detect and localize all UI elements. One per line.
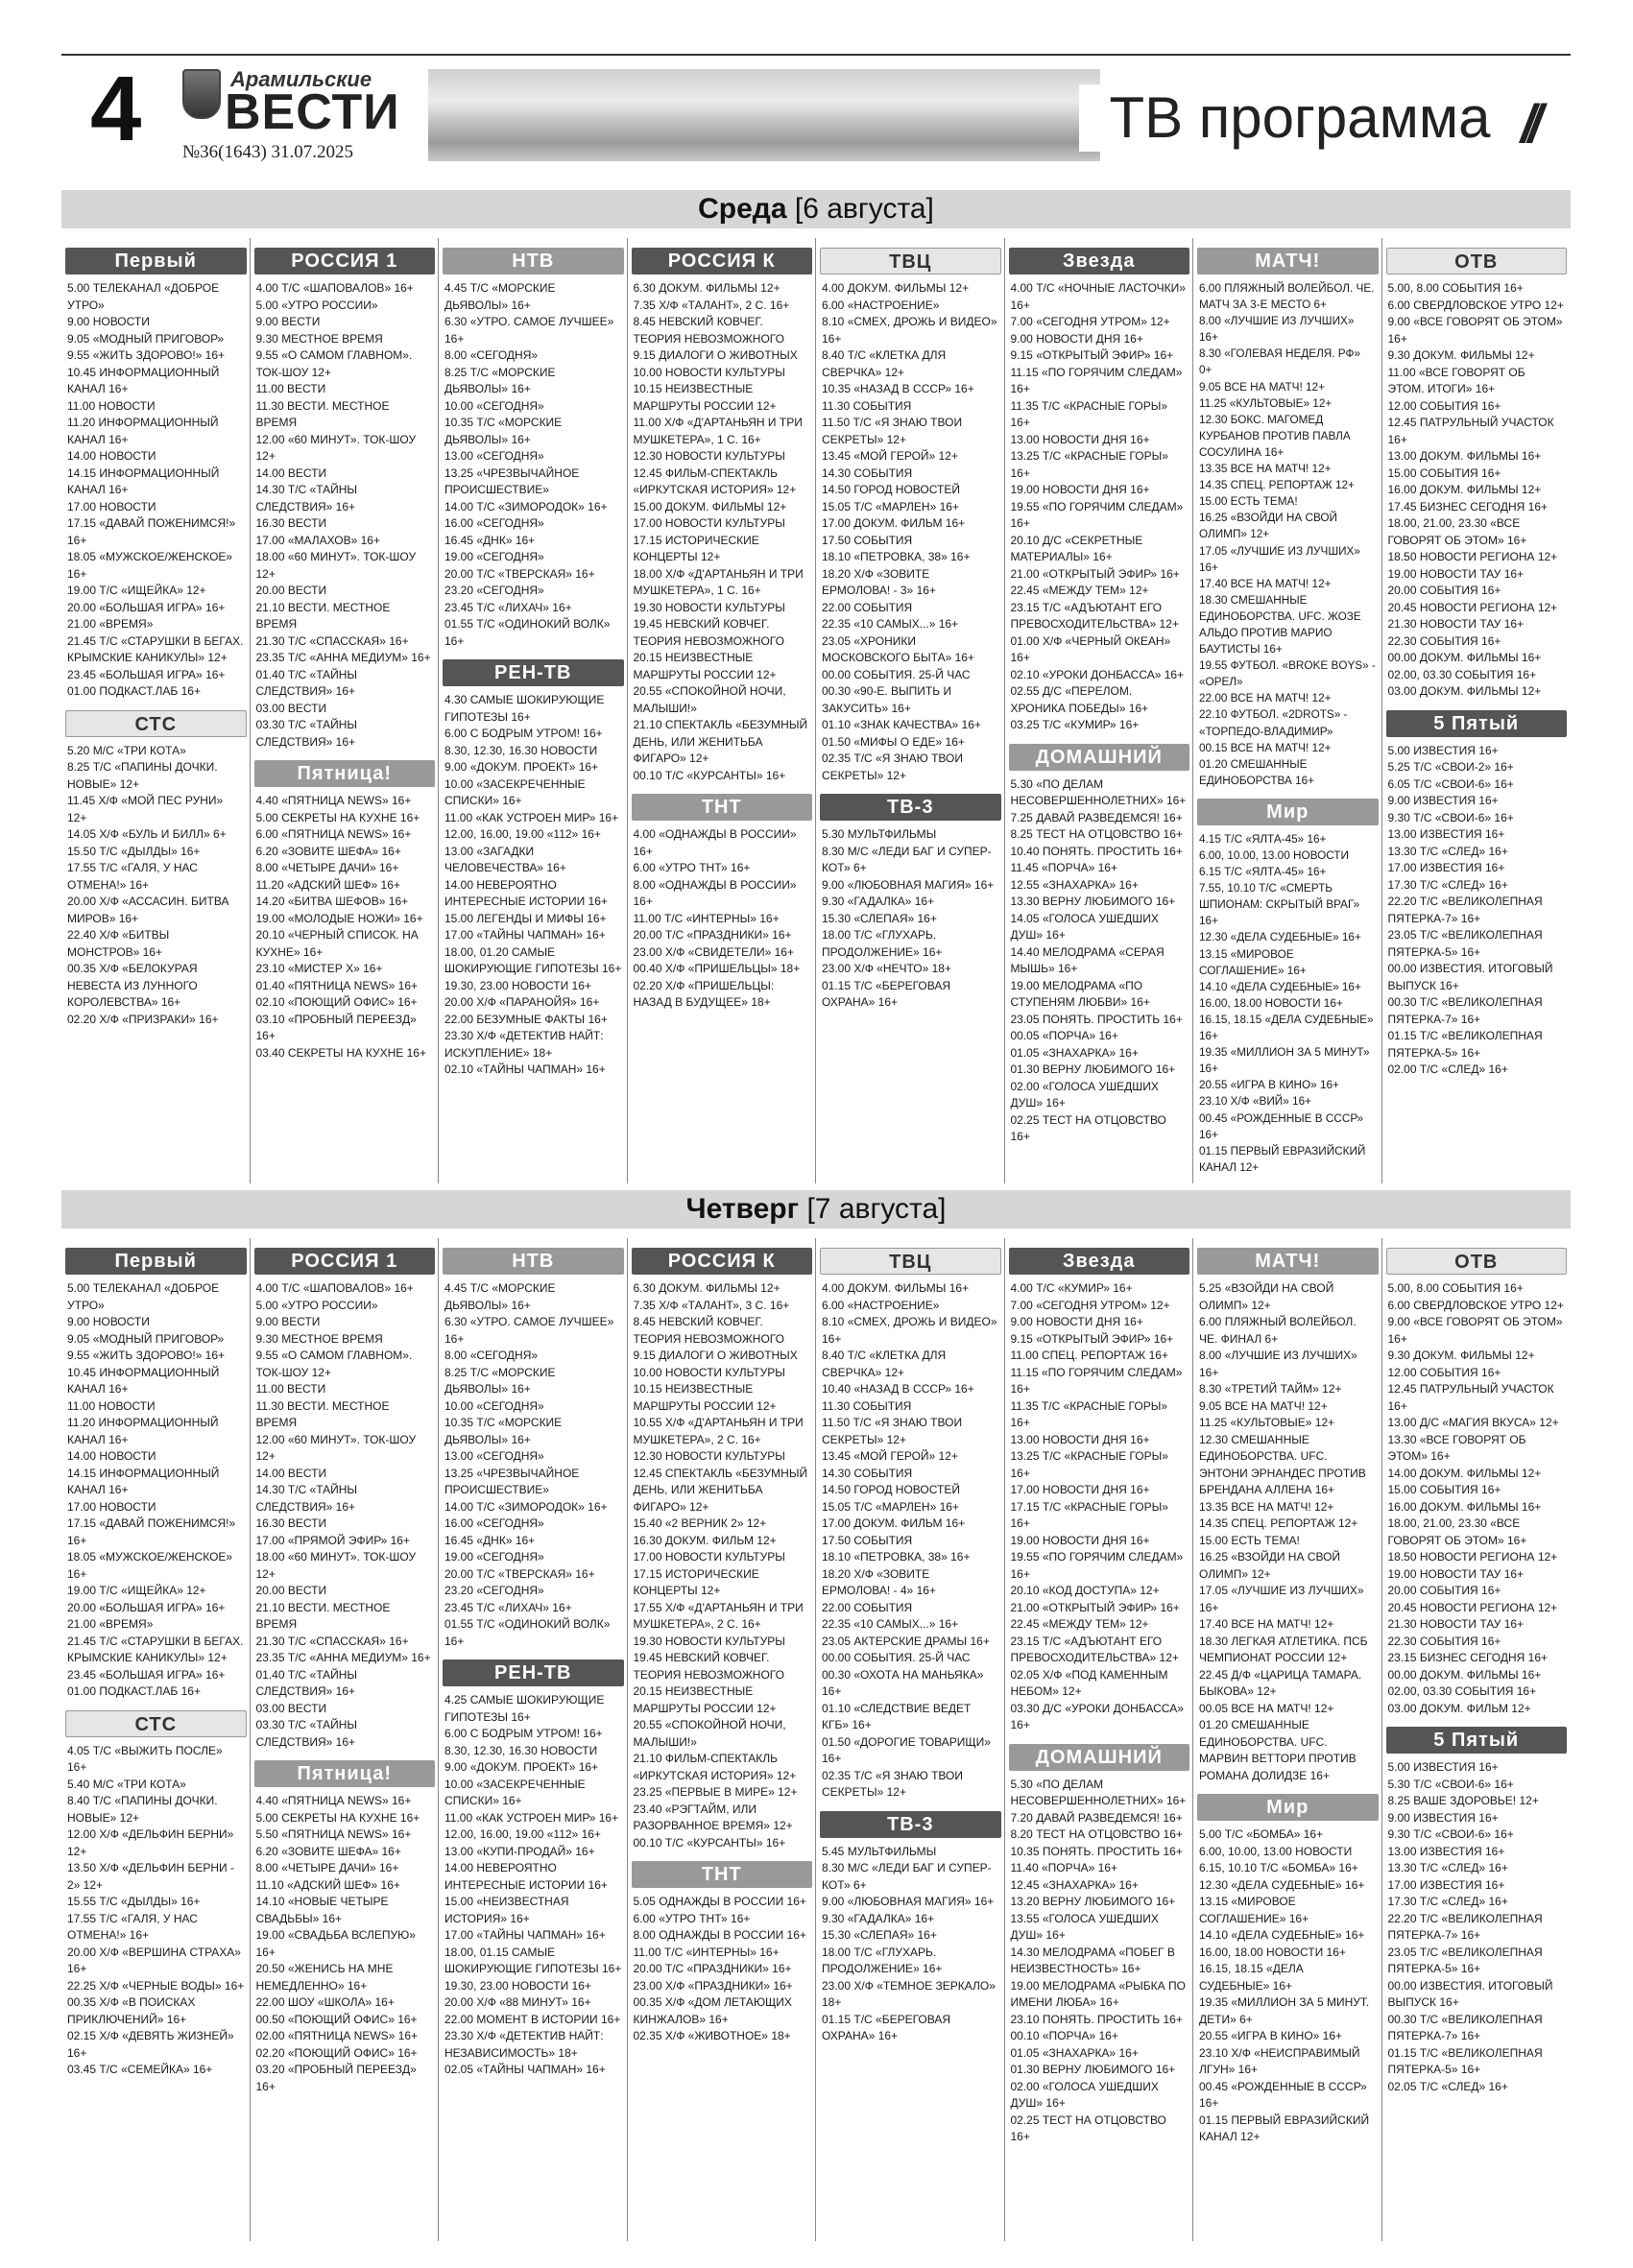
program-list: 5.25 «ВЗОЙДИ НА СВОЙ ОЛИМП» 12+ 6.00 ПЛЯЖНЫЙ ВОЛЕЙБОЛ. ЧЕ. ФИНАЛ 6+ 8.00 «ЛУЧШИЕ ИЗ ЛУЧШИХ» 16+ 8.30 «ТРЕТИЙ ТАЙМ» 12+ 9.05 ВСЕ НА МАТЧ! 12+ 11.25 «КУЛЬТОВЫЕ» 12+ 12.30 СМЕШАННЫЕ ЕДИНОБОРСТВА. UFC. ЭНТОНИ ЭРНАНДЕС ПРОТИВ БРЕНДАНА АЛЛЕНА 16+ 13.35 ВСЕ НА МАТЧ! 12+ 14.35 СПЕЦ. РЕПОРТАЖ 12+ 15.00 ЕСТЬ ТЕМА! 16.25 «ВЗОЙДИ НА СВОЙ ОЛИМП» 12+ 17.05 «ЛУЧШИЕ ИЗ ЛУЧШИХ» 16+ 17.40 ВСЕ НА МАТЧ! 12+ 18.30 ЛЕГКАЯ АТЛЕТИКА. ПСБ ЧЕМПИОНАТ РОССИИ 12+ 22.45 Д/Ф «ЦАРИЦА ТАМАРА. БЫКОВА» 12+ 00.05 ВСЕ НА МАТЧ! 12+ 01.20 СМЕШАННЫЕ ЕДИНОБОРСТВА. UFC. МАРВИН ВЕТТОРИ ПРОТИВ РОМАНА ДОЛИДЗЕ 16+ xyxy=(1199,1281,1368,1782)
tnt-logo: ТНТ xyxy=(632,1861,813,1888)
program-list: 4.00 ДОКУМ. ФИЛЬМЫ 12+ 6.00 «НАСТРОЕНИЕ» 8.10 «СМЕХ, ДРОЖЬ И ВИДЕО» 16+ 8.40 Т/С «КЛЕТКА ДЛЯ СВЕРЧКА» 12+ 10.35 «НАЗАД В СССР» 16+ 11.30 СОБЫТИЯ 11.50 Т/С «Я ЗНАЮ ТВОИ СЕКРЕТЫ» 12+ 13.45 «МОЙ ГЕРОЙ» 12+ 14.30 СОБЫТИЯ 14.50 ГОРОД НОВОСТЕЙ 15.05 Т/С «МАРЛЕН» 16+ 17.00 ДОКУМ. ФИЛЬМ 16+ 17.50 СОБЫТИЯ 18.10 «ПЕТРОВКА, 38» 16+ 18.20 Х/Ф «ЗОВИТЕ ЕРМОЛОВА! - 3» 16+ 22.00 СОБЫТИЯ 22.35 «10 САМЫХ...» 16+ 23.05 «ХРОНИКИ МОСКОВСКОГО БЫТА» 16+ 00.00 СОБЫТИЯ. 25-Й ЧАС 00.30 «90-Е. ВЫПИТЬ И ЗАКУСИТЬ» 16+ 01.10 «ЗНАК КАЧЕСТВА» 16+ 01.50 «МИФЫ О ЕДЕ» 16+ 02.35 Т/С «Я ЗНАЮ ТВОИ СЕКРЕТЫ» 12+ xyxy=(822,281,997,782)
program-list: 4.00 Т/С «НОЧНЫЕ ЛАСТОЧКИ» 16+ 7.00 «СЕГОДНЯ УТРОМ» 12+ 9.00 НОВОСТИ ДНЯ 16+ 9.15 «ОТКРЫТЫЙ ЭФИР» 16+ 11.15 «ПО ГОРЯЧИМ СЛЕДАМ» 16+ 11.35 Т/С «КРАСНЫЕ ГОРЫ» 16+ 13.00 НОВОСТИ ДНЯ 16+ 13.25 Т/С «КРАСНЫЕ ГОРЫ» 16+ 19.00 НОВОСТИ ДНЯ 16+ 19.55 «ПО ГОРЯЧИМ СЛЕДАМ» 16+ 20.10 Д/С «СЕКРЕТНЫЕ МАТЕРИАЛЫ» 16+ 21.00 «ОТКРЫТЫЙ ЭФИР» 16+ 22.45 «МЕЖДУ ТЕМ» 12+ 23.15 Т/С «АДЪЮТАНТ ЕГО ПРЕВОСХОДИТЕЛЬСТВА» 12+ 01.00 Х/Ф «ЧЕРНЫЙ ОКЕАН» 16+ 02.10 «УРОКИ ДОНБАССА» 16+ 02.55 Д/С «ПЕРЕЛОМ. ХРОНИКА ПОБЕДЫ» 16+ 03.25 Т/С «КУМИР» 16+ xyxy=(1010,281,1186,731)
channel-column xyxy=(816,238,1005,1012)
program-list: 4.00 «ОДНАЖДЫ В РОССИИ» 16+ 6.00 «УТРО ТНТ» 16+ 8.00 «ОДНАЖДЫ В РОССИИ» 16+ 11.00 Т/С «ИНТЕРНЫ» 16+ 20.00 Т/С «ПРАЗДНИКИ» 16+ 23.00 Х/Ф «СВИДЕТЕЛИ» 16+ 00.40 Х/Ф «ПРИШЕЛЬЦЫ» 18+ 02.20 Х/Ф «ПРИШЕЛЬЦЫ: НАЗАД В БУДУЩЕЕ» 18+ xyxy=(633,827,801,1009)
zvezda-logo: Звезда xyxy=(1009,1248,1190,1275)
program-list: 5.05 ОДНАЖДЫ В РОССИИ 16+ 6.00 «УТРО ТНТ» 16+ 8.00 ОДНАЖДЫ В РОССИИ 16+ 11.00 Т/С «ИНТЕРНЫ» 16+ 20.00 Т/С «ПРАЗДНИКИ» 16+ 23.00 Х/Ф «ПРАЗДНИКИ» 16+ 00.35 Х/Ф «ДОМ ЛЕТАЮЩИХ КИНЖАЛОВ» 16+ 02.35 Х/Ф «ЖИВОТНОЕ» 18+ xyxy=(633,1895,806,2042)
program-list: 4.40 «ПЯТНИЦА NEWS» 16+ 5.00 СЕКРЕТЫ НА КУХНЕ 16+ 6.00 «ПЯТНИЦА NEWS» 16+ 6.20 «ЗОВИТЕ ШЕФА» 16+ 8.00 «ЧЕТЫРЕ ДАЧИ» 16+ 11.20 «АДСКИЙ ШЕФ» 16+ 14.20 «БИТВА ШЕФОВ» 16+ 19.00 «МОЛОДЫЕ НОЖИ» 16+ 20.10 «ЧЕРНЫЙ СПИСОК. НА КУХНЕ» 16+ 23.10 «МИСТЕР Х» 16+ 01.40 «ПЯТНИЦА NEWS» 16+ 02.10 «ПОЮЩИЙ ОФИС» 16+ 03.10 «ПРОБНЫЙ ПЕРЕЕЗД» 16+ 03.40 СЕКРЕТЫ НА КУХНЕ 16+ xyxy=(255,794,426,1060)
program-list: 4.00 Т/С «КУМИР» 16+ 7.00 «СЕГОДНЯ УТРОМ» 12+ 9.00 НОВОСТИ ДНЯ 16+ 9.15 «ОТКРЫТЫЙ ЭФИР» 16+ 11.00 СПЕЦ. РЕПОРТАЖ 16+ 11.15 «ПО ГОРЯЧИМ СЛЕДАМ» 16+ 11.35 Т/С «КРАСНЫЕ ГОРЫ» 16+ 13.00 НОВОСТИ ДНЯ 16+ 13.25 Т/С «КРАСНЫЕ ГОРЫ» 16+ 17.00 НОВОСТИ ДНЯ 16+ 17.15 Т/С «КРАСНЫЕ ГОРЫ» 16+ 19.00 НОВОСТИ ДНЯ 16+ 19.55 «ПО ГОРЯЧИМ СЛЕДАМ» 16+ 20.10 «КОД ДОСТУПА» 12+ 21.00 «ОТКРЫТЫЙ ЭФИР» 16+ 22.45 «МЕЖДУ ТЕМ» 12+ 23.15 Т/С «АДЪЮТАНТ ЕГО ПРЕВОСХОДИТЕЛЬСТВА» 12+ 02.05 Х/Ф «ПОД КАМЕННЫМ НЕБОМ» 12+ 03.30 Д/С «УРОКИ ДОНБАССА» 16+ xyxy=(1010,1281,1184,1731)
channel-column xyxy=(61,238,251,1028)
program-list: 5.00 ИЗВЕСТИЯ 16+ 5.30 Т/С «СВОИ-6» 16+ 8.25 ВАШЕ ЗДОРОВЬЕ! 12+ 9.00 ИЗВЕСТИЯ 16+ 9.30 Т/С «СВОИ-6» 16+ 13.00 ИЗВЕСТИЯ 16+ 13.30 Т/С «СЛЕД» 16+ 17.00 ИЗВЕСТИЯ 16+ 17.30 Т/С «СЛЕД» 16+ 22.20 Т/С «ВЕЛИКОЛЕПНАЯ ПЯТЕРКА-7» 16+ 23.05 Т/С «ВЕЛИКОЛЕПНАЯ ПЯТЕРКА-5» 16+ 00.00 ИЗВЕСТИЯ. ИТОГОВЫЙ ВЫПУСК 16+ 00.30 Т/С «ВЕЛИКОЛЕПНАЯ ПЯТЕРКА-7» 16+ 01.15 Т/С «ВЕЛИКОЛЕПНАЯ ПЯТЕРКА-5» 16+ 02.05 Т/С «СЛЕД» 16+ xyxy=(1387,1760,1553,2093)
program-list: 5.45 МУЛЬТФИЛЬМЫ 8.30 М/С «ЛЕДИ БАГ И СУПЕР-КОТ» 6+ 9.00 «ЛЮБОВНАЯ МАГИЯ» 16+ 9.30 «ГАДАЛКА» 16+ 15.30 «СЛЕПАЯ» 16+ 18.00 Т/С «ГЛУХАРЬ. ПРОДОЛЖЕНИЕ» 16+ 23.00 Х/Ф «ТЕМНОЕ ЗЕРКАЛО» 18+ 01.15 Т/С «БЕРЕГОВАЯ ОХРАНА» 16+ xyxy=(822,1844,996,2042)
program-list: 4.40 «ПЯТНИЦА NEWS» 16+ 5.00 СЕКРЕТЫ НА КУХНЕ 16+ 5.50 «ПЯТНИЦА NEWS» 16+ 6.20 «ЗОВИТЕ ШЕФА» 16+ 8.00 «ЧЕТЫРЕ ДАЧИ» 16+ 11.10 «АДСКИЙ ШЕФ» 16+ 14.10 «НОВЫЕ ЧЕТЫРЕ СВАДЬБЫ» 16+ 19.00 «СВАДЬБА ВСЛЕПУЮ» 16+ 20.50 «ЖЕНИСЬ НА МНЕ НЕМЕДЛЕННО» 16+ 22.00 ШОУ «ШКОЛА» 16+ 00.50 «ПОЮЩИЙ ОФИС» 16+ 02.00 «ПЯТНИЦА NEWS» 16+ 02.20 «ПОЮЩИЙ ОФИС» 16+ 03.20 «ПРОБНЫЙ ПЕРЕЕЗД» 16+ xyxy=(255,1794,420,2093)
program-list: 5.00 ТЕЛЕКАНАЛ «ДОБРОЕ УТРО» 9.00 НОВОСТИ 9.05 «МОДНЫЙ ПРИГОВОР» 9.55 «ЖИТЬ ЗДОРОВО!» 16+ 10.45 ИНФОРМАЦИОННЫЙ КАНАЛ 16+ 11.00 НОВОСТИ 11.20 ИНФОРМАЦИОННЫЙ КАНАЛ 16+ 14.00 НОВОСТИ 14.15 ИНФОРМАЦИОННЫЙ КАНАЛ 16+ 17.00 НОВОСТИ 17.15 «ДАВАЙ ПОЖЕНИМСЯ!» 16+ 18.05 «МУЖСКОЕ/ЖЕНСКОЕ» 16+ 19.00 Т/С «ИЩЕЙКА» 12+ 20.00 «БОЛЬШАЯ ИГРА» 16+ 21.00 «ВРЕМЯ» 21.45 Т/С «СТАРУШКИ В БЕГАХ. КРЫМСКИЕ КАНИКУЛЫ» 12+ 23.45 «БОЛЬШАЯ ИГРА» 16+ 01.00 ПОДКАСТ.ЛАБ 16+ xyxy=(67,1281,244,1698)
program-list: 4.00 Т/С «ШАПОВАЛОВ» 16+ 5.00 «УТРО РОССИИ» 9.00 ВЕСТИ 9.30 МЕСТНОЕ ВРЕМЯ 9.55 «О САМОМ ГЛАВНОМ». ТОК-ШОУ 12+ 11.00 ВЕСТИ 11.30 ВЕСТИ. МЕСТНОЕ ВРЕМЯ 12.00 «60 МИНУТ». ТОК-ШОУ 12+ 14.00 ВЕСТИ 14.30 Т/С «ТАЙНЫ СЛЕДСТВИЯ» 16+ 16.30 ВЕСТИ 17.00 «МАЛАХОВ» 16+ 18.00 «60 МИНУТ». ТОК-ШОУ 12+ 20.00 ВЕСТИ 21.10 ВЕСТИ. МЕСТНОЕ ВРЕМЯ 21.30 Т/С «СПАССКАЯ» 16+ 23.35 Т/С «АННА МЕДИУМ» 16+ 01.40 Т/С «ТАЙНЫ СЛЕДСТВИЯ» 16+ 03.00 ВЕСТИ 03.30 Т/С «ТАЙНЫ СЛЕДСТВИЯ» 16+ xyxy=(255,281,431,749)
program-list: 6.30 ДОКУМ. ФИЛЬМЫ 12+ 7.35 Х/Ф «ТАЛАНТ», 2 С. 16+ 8.45 НЕВСКИЙ КОВЧЕГ. ТЕОРИЯ НЕВОЗМОЖНОГО 9.15 ДИАЛОГИ О ЖИВОТНЫХ 10.00 НОВОСТИ КУЛЬТУРЫ 10.15 НЕИЗВЕСТНЫЕ МАРШРУТЫ РОССИИ 12+ 11.00 Х/Ф «Д'АРТАНЬЯН И ТРИ МУШКЕТЕРА», 1 С. 16+ 12.30 НОВОСТИ КУЛЬТУРЫ 12.45 ФИЛЬМ-СПЕКТАКЛЬ «ИРКУТСКАЯ ИСТОРИЯ» 12+ 15.00 ДОКУМ. ФИЛЬМЫ 12+ 17.00 НОВОСТИ КУЛЬТУРЫ 17.15 ИСТОРИЧЕСКИЕ КОНЦЕРТЫ 12+ 18.00 Х/Ф «Д'АРТАНЬЯН И ТРИ МУШКЕТЕРА», 1 С. 16+ 19.30 НОВОСТИ КУЛЬТУРЫ 19.45 НЕВСКИЙ КОВЧЕГ. ТЕОРИЯ НЕВОЗМОЖНОГО 20.15 НЕИЗВЕСТНЫЕ МАРШРУТЫ РОССИИ 12+ 20.55 «СПОКОЙНОЙ НОЧИ, МАЛЫШИ!» 21.10 СПЕКТАКЛЬ «БЕЗУМНЫЙ ДЕНЬ, ИЛИ ЖЕНИТЬБА ФИГАРО» 12+ 00.10 Т/С «КУРСАНТЫ» 16+ xyxy=(633,281,808,782)
ntv-logo: НТВ xyxy=(443,1248,624,1275)
header-photo xyxy=(428,69,1100,161)
channel-column xyxy=(439,238,628,1079)
program-list: 5.00, 8.00 СОБЫТИЯ 16+ 6.00 СВЕРДЛОВСКОЕ УТРО 12+ 9.00 «ВСЕ ГОВОРЯТ ОБ ЭТОМ» 16+ 9.30 ДОКУМ. ФИЛЬМЫ 12+ 12.00 СОБЫТИЯ 16+ 12.45 ПАТРУЛЬНЫЙ УЧАСТОК 16+ 13.00 Д/С «МАГИЯ ВКУСА» 12+ 13.30 «ВСЕ ГОВОРЯТ ОБ ЭТОМ» 16+ 14.00 ДОКУМ. ФИЛЬМЫ 12+ 15.00 СОБЫТИЯ 16+ 16.00 ДОКУМ. ФИЛЬМЫ 16+ 18.00, 21.00, 23.30 «ВСЕ ГОВОРЯТ ОБ ЭТОМ» 16+ 18.50 НОВОСТИ РЕГИОНА 12+ 19.00 НОВОСТИ ТАУ 16+ 20.00 СОБЫТИЯ 16+ 20.45 НОВОСТИ РЕГИОНА 12+ 21.30 НОВОСТИ ТАУ 16+ 22.30 СОБЫТИЯ 16+ 23.15 БИЗНЕС СЕГОДНЯ 16+ 00.00 ДОКУМ. ФИЛЬМЫ 16+ 02.00, 03.30 СОБЫТИЯ 16+ 03.00 ДОКУМ. ФИЛЬМ 12+ xyxy=(1387,1281,1564,1715)
program-list: 5.30 «ПО ДЕЛАМ НЕСОВЕРШЕННОЛЕТНИХ» 16+ 7.25 ДАВАЙ РАЗВЕДЕМСЯ! 16+ 8.25 ТЕСТ НА ОТЦОВСТВО 16+ 10.40 ПОНЯТЬ. ПРОСТИТЬ 16+ 11.45 «ПОРЧА» 16+ 12.55 «ЗНАХАРКА» 16+ 13.30 ВЕРНУ ЛЮБИМОГО 16+ 14.05 «ГОЛОСА УШЕДШИХ ДУШ» 16+ 14.40 МЕЛОДРАМА «СЕРАЯ МЫШЬ» 16+ 19.00 МЕЛОДРАМА «ПО СТУПЕНЯМ ЛЮБВИ» 16+ 23.05 ПОНЯТЬ. ПРОСТИТЬ 16+ 00.05 «ПОРЧА» 16+ 01.05 «ЗНАХАРКА» 16+ 01.30 ВЕРНУ ЛЮБИМОГО 16+ 02.00 «ГОЛОСА УШЕДШИХ ДУШ» 16+ 02.25 ТЕСТ НА ОТЦОВСТВО 16+ xyxy=(1010,776,1187,1143)
section-title: ТВ программа xyxy=(1079,84,1521,152)
russiak-logo: РОССИЯ К xyxy=(632,1248,813,1275)
column-divider xyxy=(1381,1238,1382,2241)
tnt-logo: ТНТ xyxy=(632,794,813,821)
match-logo: МАТЧ! xyxy=(1197,248,1379,275)
channel-one-logo: Первый xyxy=(65,1248,247,1275)
column-divider xyxy=(1004,238,1005,1183)
program-list: 5.00 Т/С «БОМБА» 16+ 6.00, 10.00, 13.00 НОВОСТИ 6.15, 10.10 Т/С «БОМБА» 16+ 12.30 «ДЕЛА СУДЕБНЫЕ» 16+ 13.15 «МИРОВОЕ СОГЛАШЕНИЕ» 16+ 14.10 «ДЕЛА СУДЕБНЫЕ» 16+ 16.00, 18.00 НОВОСТИ 16+ 16.15, 18.15 «ДЕЛА СУДЕБНЫЕ» 16+ 19.35 «МИЛЛИОН ЗА 5 МИНУТ. ДЕТИ» 6+ 20.55 «ИГРА В КИНО» 16+ 23.10 Х/Ф «НЕИСПРАВИМЫЙ ЛГУН» 16+ 00.45 «РОЖДЕННЫЕ В СССР» 16+ 01.15 ПЕРВЫЙ ЕВРАЗИЙСКИЙ КАНАЛ 12+ xyxy=(1199,1827,1370,2143)
mir-logo: Мир xyxy=(1197,1794,1379,1821)
column-divider xyxy=(815,1238,816,2241)
program-list: 5.00, 8.00 СОБЫТИЯ 16+ 6.00 СВЕРДЛОВСКОЕ УТРО 12+ 9.00 «ВСЕ ГОВОРЯТ ОБ ЭТОМ» 16+ 9.30 ДОКУМ. ФИЛЬМЫ 12+ 11.00 «ВСЕ ГОВОРЯТ ОБ ЭТОМ. ИТОГИ» 16+ 12.00 СОБЫТИЯ 16+ 12.45 ПАТРУЛЬНЫЙ УЧАСТОК 16+ 13.00 ДОКУМ. ФИЛЬМЫ 16+ 15.00 СОБЫТИЯ 16+ 16.00 ДОКУМ. ФИЛЬМЫ 12+ 17.45 БИЗНЕС СЕГОДНЯ 16+ 18.00, 21.00, 23.30 «ВСЕ ГОВОРЯТ ОБ ЭТОМ» 16+ 18.50 НОВОСТИ РЕГИОНА 12+ 19.00 НОВОСТИ ТАУ 16+ 20.00 СОБЫТИЯ 16+ 20.45 НОВОСТИ РЕГИОНА 12+ 21.30 НОВОСТИ ТАУ 16+ 22.30 СОБЫТИЯ 16+ 00.00 ДОКУМ. ФИЛЬМЫ 16+ 02.00, 03.30 СОБЫТИЯ 16+ 03.00 ДОКУМ. ФИЛЬМЫ 12+ xyxy=(1387,281,1564,698)
sts-logo: СТС xyxy=(65,710,247,737)
crest-icon xyxy=(182,69,221,119)
issue-number: №36(1643) 31.07.2025 xyxy=(182,142,354,162)
program-list: 4.05 Т/С «ВЫЖИТЬ ПОСЛЕ» 16+ 5.40 М/С «ТРИ КОТА» 8.40 Т/С «ПАПИНЫ ДОЧКИ. НОВЫЕ» 12+ 12.00 Х/Ф «ДЕЛЬФИН БЕРНИ» 12+ 13.50 Х/Ф «ДЕЛЬФИН БЕРНИ - 2» 12+ 15.55 Т/С «ДЫЛДЫ» 16+ 17.55 Т/С «ГАЛЯ, У НАС ОТМЕНА!» 16+ 20.00 Х/Ф «ВЕРШИНА СТРАХА» 16+ 22.25 Х/Ф «ЧЕРНЫЕ ВОДЫ» 16+ 00.35 Х/Ф «В ПОИСКАХ ПРИКЛЮЧЕНИЙ» 16+ 02.15 Х/Ф «ДЕВЯТЬ ЖИЗНЕЙ» 16+ 03.45 Т/С «СЕМЕЙКА» 16+ xyxy=(67,1743,245,2076)
mir-logo: Мир xyxy=(1197,799,1379,825)
rentv-logo: РЕН-ТВ xyxy=(443,659,624,686)
russia1-logo: РОССИЯ 1 xyxy=(254,248,436,275)
program-list: 4.00 ДОКУМ. ФИЛЬМЫ 16+ 6.00 «НАСТРОЕНИЕ» 8.10 «СМЕХ, ДРОЖЬ И ВИДЕО» 16+ 8.40 Т/С «КЛЕТКА ДЛЯ СВЕРЧКА» 12+ 10.40 «НАЗАД В СССР» 16+ 11.30 СОБЫТИЯ 11.50 Т/С «Я ЗНАЮ ТВОИ СЕКРЕТЫ» 12+ 13.45 «МОЙ ГЕРОЙ» 12+ 14.30 СОБЫТИЯ 14.50 ГОРОД НОВОСТЕЙ 15.05 Т/С «МАРЛЕН» 16+ 17.00 ДОКУМ. ФИЛЬМ 16+ 17.50 СОБЫТИЯ 18.10 «ПЕТРОВКА, 38» 16+ 18.20 Х/Ф «ЗОВИТЕ ЕРМОЛОВА! - 4» 16+ 22.00 СОБЫТИЯ 22.35 «10 САМЫХ...» 16+ 23.05 АКТЕРСКИЕ ДРАМЫ 16+ 00.00 СОБЫТИЯ. 25-Й ЧАС 00.30 «ОХОТА НА МАНЬЯКА» 16+ 01.10 «СЛЕДСТВИЕ ВЕДЕТ КГБ» 16+ 01.50 «ДОРОГИЕ ТОВАРИЩИ» 16+ 02.35 Т/С «Я ЗНАЮ ТВОИ СЕКРЕТЫ» 12+ xyxy=(822,1281,997,1799)
column-divider xyxy=(627,1238,628,2241)
channel-column xyxy=(628,1238,817,2045)
day-date: [7 августа] xyxy=(806,1193,947,1225)
column-divider xyxy=(250,1238,251,2241)
otv-logo: ОТВ xyxy=(1386,248,1568,275)
russia1-logo: РОССИЯ 1 xyxy=(254,1248,436,1275)
sts-logo: СТС xyxy=(65,1710,247,1737)
day-header-wednesday xyxy=(61,190,1571,228)
pyatnitsa-logo: Пятница! xyxy=(254,1760,436,1787)
program-list: 5.00 ИЗВЕСТИЯ 16+ 5.25 Т/С «СВОИ-2» 16+ 6.05 Т/С «СВОИ-6» 16+ 9.00 ИЗВЕСТИЯ 16+ 9.30 Т/С «СВОИ-6» 16+ 13.00 ИЗВЕСТИЯ 16+ 13.30 Т/С «СЛЕД» 16+ 17.00 ИЗВЕСТИЯ 16+ 17.30 Т/С «СЛЕД» 16+ 22.20 Т/С «ВЕЛИКОЛЕПНАЯ ПЯТЕРКА-7» 16+ 23.05 Т/С «ВЕЛИКОЛЕПНАЯ ПЯТЕРКА-5» 16+ 00.00 ИЗВЕСТИЯ. ИТОГОВЫЙ ВЫПУСК 16+ 00.30 Т/С «ВЕЛИКОЛЕПНАЯ ПЯТЕРКА-7» 16+ 01.15 Т/С «ВЕЛИКОЛЕПНАЯ ПЯТЕРКА-5» 16+ 02.00 Т/С «СЛЕД» 16+ xyxy=(1387,743,1553,1076)
program-list: 5.30 «ПО ДЕЛАМ НЕСОВЕРШЕННОЛЕТНИХ» 16+ 7.20 ДАВАЙ РАЗВЕДЕМСЯ! 16+ 8.20 ТЕСТ НА ОТЦОВСТВО 16+ 10.35 ПОНЯТЬ. ПРОСТИТЬ 16+ 11.40 «ПОРЧА» 16+ 12.45 «ЗНАХАРКА» 16+ 13.20 ВЕРНУ ЛЮБИМОГО 16+ 13.55 «ГОЛОСА УШЕДШИХ ДУШ» 16+ 14.30 МЕЛОДРАМА «ПОБЕГ В НЕИЗВЕСТНОСТЬ» 16+ 19.00 МЕЛОДРАМА «РЫБКА ПО ИМЕНИ ЛЮБА» 16+ 23.10 ПОНЯТЬ. ПРОСТИТЬ 16+ 00.10 «ПОРЧА» 16+ 01.05 «ЗНАХАРКА» 16+ 01.30 ВЕРНУ ЛЮБИМОГО 16+ 02.00 «ГОЛОСА УШЕДШИХ ДУШ» 16+ 02.25 ТЕСТ НА ОТЦОВСТВО 16+ xyxy=(1010,1777,1187,2143)
channel-column xyxy=(816,1238,1005,2045)
program-list: 4.45 Т/С «МОРСКИЕ ДЬЯВОЛЫ» 16+ 6.30 «УТРО. САМОЕ ЛУЧШЕЕ» 16+ 8.00 «СЕГОДНЯ» 8.25 Т/С «МОРСКИЕ ДЬЯВОЛЫ» 16+ 10.00 «СЕГОДНЯ» 10.35 Т/С «МОРСКИЕ ДЬЯВОЛЫ» 16+ 13.00 «СЕГОДНЯ» 13.25 «ЧРЕЗВЫЧАЙНОЕ ПРОИСШЕСТВИЕ» 14.00 Т/С «ЗИМОРОДОК» 16+ 16.00 «СЕГОДНЯ» 16.45 «ДНК» 16+ 19.00 «СЕГОДНЯ» 20.00 Т/С «ТВЕРСКАЯ» 16+ 23.20 «СЕГОДНЯ» 23.45 Т/С «ЛИХАЧ» 16+ 01.55 Т/С «ОДИНОКИЙ ВОЛК» 16+ xyxy=(444,1281,614,1648)
domashniy-logo: ДОМАШНИЙ xyxy=(1009,1744,1190,1771)
day-date: [6 августа] xyxy=(794,193,934,225)
column-divider xyxy=(438,238,439,1183)
rentv-logo: РЕН-ТВ xyxy=(443,1659,624,1686)
channel-column xyxy=(251,238,440,1062)
ntv-logo: НТВ xyxy=(443,248,624,275)
column-divider xyxy=(1192,1238,1193,2241)
slash-decoration: // xyxy=(1521,93,1536,154)
column-divider xyxy=(438,1238,439,2241)
program-list: 4.25 САМЫЕ ШОКИРУЮЩИЕ ГИПОТЕЗЫ 16+ 6.00 С БОДРЫМ УТРОМ! 16+ 8.30, 12.30, 16.30 НОВОСТИ 9.00 «ДОКУМ. ПРОЕКТ» 16+ 10.00 «ЗАСЕКРЕЧЕННЫЕ СПИСКИ» 16+ 11.00 «КАК УСТРОЕН МИР» 16+ 12.00, 16.00, 19.00 «112» 16+ 13.00 «КУПИ-ПРОДАЙ» 16+ 14.00 НЕВЕРОЯТНО ИНТЕРЕСНЫЕ ИСТОРИИ 16+ 15.00 «НЕИЗВЕСТНАЯ ИСТОРИЯ» 16+ 17.00 «ТАЙНЫ ЧАПМАН» 16+ 18.00, 01.15 САМЫЕ ШОКИРУЮЩИЕ ГИПОТЕЗЫ 16+ 19.30, 23.00 НОВОСТИ 16+ 20.00 Х/Ф «88 МИНУТ» 16+ 22.00 МОМЕНТ В ИСТОРИИ 16+ 23.30 Х/Ф «ДЕТЕКТИВ НАЙТ: НЕЗАВИСИМОСТЬ» 18+ 02.05 «ТАЙНЫ ЧАПМАН» 16+ xyxy=(444,1693,622,2076)
program-list: 4.30 САМЫЕ ШОКИРУЮЩИЕ ГИПОТЕЗЫ 16+ 6.00 С БОДРЫМ УТРОМ! 16+ 8.30, 12.30, 16.30 НОВОСТИ 9.00 «ДОКУМ. ПРОЕКТ» 16+ 10.00 «ЗАСЕКРЕЧЕННЫЕ СПИСКИ» 16+ 11.00 «КАК УСТРОЕН МИР» 16+ 12.00, 16.00, 19.00 «112» 16+ 13.00 «ЗАГАДКИ ЧЕЛОВЕЧЕСТВА» 16+ 14.00 НЕВЕРОЯТНО ИНТЕРЕСНЫЕ ИСТОРИИ 16+ 15.00 ЛЕГЕНДЫ И МИФЫ 16+ 17.00 «ТАЙНЫ ЧАПМАН» 16+ 18.00, 01.20 САМЫЕ ШОКИРУЮЩИЕ ГИПОТЕЗЫ 16+ 19.30, 23.00 НОВОСТИ 16+ 20.00 Х/Ф «ПАРАНОЙЯ» 16+ 22.00 БЕЗУМНЫЕ ФАКТЫ 16+ 23.30 Х/Ф «ДЕТЕКТИВ НАЙТ: ИСКУПЛЕНИЕ» 18+ 02.10 «ТАЙНЫ ЧАПМАН» 16+ xyxy=(444,693,622,1076)
program-list: 6.00 ПЛЯЖНЫЙ ВОЛЕЙБОЛ. ЧЕ. МАТЧ ЗА 3-Е МЕСТО 6+ 8.00 «ЛУЧШИЕ ИЗ ЛУЧШИХ» 16+ 8.30 «ГОЛЕВАЯ НЕДЕЛЯ. РФ» 0+ 9.05 ВСЕ НА МАТЧ! 12+ 11.25 «КУЛЬТОВЫЕ» 12+ 12.30 БОКС. МАГОМЕД КУРБАНОВ ПРОТИВ ПАВЛА СОСУЛИНА 16+ 13.35 ВСЕ НА МАТЧ! 12+ 14.35 СПЕЦ. РЕПОРТАЖ 12+ 15.00 ЕСТЬ ТЕМА! 16.25 «ВЗОЙДИ НА СВОЙ ОЛИМП» 12+ 17.05 «ЛУЧШИЕ ИЗ ЛУЧШИХ» 16+ 17.40 ВСЕ НА МАТЧ! 12+ 18.30 СМЕШАННЫЕ ЕДИНОБОРСТВА. UFC. ЖОЗЕ АЛЬДО ПРОТИВ МАРИО БАУТИСТЫ 16+ 19.55 ФУТБОЛ. «BROKE BOYS» - «ОРЕЛ» 22.00 ВСЕ НА МАТЧ! 12+ 22.10 ФУТБОЛ. «2DROTS» - «ТОРПЕДО-ВЛАДИМИР» 00.15 ВСЕ НА МАТЧ! 12+ 01.20 СМЕШАННЫЕ ЕДИНОБОРСТВА 16+ xyxy=(1199,282,1376,787)
channel-column xyxy=(1382,1238,1572,2095)
channel-column xyxy=(1193,238,1382,1176)
program-list: 4.15 Т/С «ЯЛТА-45» 16+ 6.00, 10.00, 13.00 НОВОСТИ 6.15 Т/С «ЯЛТА-45» 16+ 7.55, 10.10 Т/С «СМЕРТЬ ШПИОНАМ: СКРЫТЫЙ ВРАГ» 16+ 12.30 «ДЕЛА СУДЕБНЫЕ» 16+ 13.15 «МИРОВОЕ СОГЛАШЕНИЕ» 16+ 14.10 «ДЕЛА СУДЕБНЫЕ» 16+ 16.00, 18.00 НОВОСТИ 16+ 16.15, 18.15 «ДЕЛА СУДЕБНЫЕ» 16+ 19.35 «МИЛЛИОН ЗА 5 МИНУТ» 16+ 20.55 «ИГРА В КИНО» 16+ 23.10 Х/Ф «ВИЙ» 16+ 00.45 «РОЖДЕННЫЕ В СССР» 16+ 01.15 ПЕРВЫЙ ЕВРАЗИЙСКИЙ КАНАЛ 12+ xyxy=(1199,832,1374,1174)
zvezda-logo: Звезда xyxy=(1009,248,1190,275)
channel-column xyxy=(1005,1238,1194,2146)
domashniy-logo: ДОМАШНИЙ xyxy=(1009,744,1190,771)
day-schedule-wednesday xyxy=(61,238,1571,1183)
day-name: Четверг xyxy=(685,1193,800,1225)
column-divider xyxy=(1004,1238,1005,2241)
day-name: Среда xyxy=(698,193,787,225)
channel-column xyxy=(1193,1238,1382,2146)
tv3-logo: ТВ-3 xyxy=(820,794,1001,821)
column-divider xyxy=(250,238,251,1183)
channel5-logo: 5 Пятый xyxy=(1386,1727,1568,1754)
tv3-logo: ТВ-3 xyxy=(820,1811,1001,1838)
program-list: 6.30 ДОКУМ. ФИЛЬМЫ 12+ 7.35 Х/Ф «ТАЛАНТ», 3 С. 16+ 8.45 НЕВСКИЙ КОВЧЕГ. ТЕОРИЯ НЕВОЗМОЖНОГО 9.15 ДИАЛОГИ О ЖИВОТНЫХ 10.00 НОВОСТИ КУЛЬТУРЫ 10.15 НЕИЗВЕСТНЫЕ МАРШРУТЫ РОССИИ 12+ 10.55 Х/Ф «Д'АРТАНЬЯН И ТРИ МУШКЕТЕРА», 2 С. 16+ 12.30 НОВОСТИ КУЛЬТУРЫ 12.45 СПЕКТАКЛЬ «БЕЗУМНЫЙ ДЕНЬ, ИЛИ ЖЕНИТЬБА ФИГАРО» 12+ 15.40 «2 ВЕРНИК 2» 12+ 16.30 ДОКУМ. ФИЛЬМ 12+ 17.00 НОВОСТИ КУЛЬТУРЫ 17.15 ИСТОРИЧЕСКИЕ КОНЦЕРТЫ 12+ 17.55 Х/Ф «Д'АРТАНЬЯН И ТРИ МУШКЕТЕРА», 2 С. 16+ 19.30 НОВОСТИ КУЛЬТУРЫ 19.45 НЕВСКИЙ КОВЧЕГ. ТЕОРИЯ НЕВОЗМОЖНОГО 20.15 НЕИЗВЕСТНЫЕ МАРШРУТЫ РОССИИ 12+ 20.55 «СПОКОЙНОЙ НОЧИ, МАЛЫШИ!» 21.10 ФИЛЬМ-СПЕКТАКЛЬ «ИРКУТСКАЯ ИСТОРИЯ» 12+ 23.25 «ПЕРВЫЕ В МИРЕ» 12+ 23.40 «РЭГТАЙМ, ИЛИ РАЗОРВАННОЕ ВРЕМЯ» 12+ 00.10 Т/С «КУРСАНТЫ» 16+ xyxy=(633,1281,808,1850)
program-list: 5.00 ТЕЛЕКАНАЛ «ДОБРОЕ УТРО» 9.00 НОВОСТИ 9.05 «МОДНЫЙ ПРИГОВОР» 9.55 «ЖИТЬ ЗДОРОВО!» 16+ 10.45 ИНФОРМАЦИОННЫЙ КАНАЛ 16+ 11.00 НОВОСТИ 11.20 ИНФОРМАЦИОННЫЙ КАНАЛ 16+ 14.00 НОВОСТИ 14.15 ИНФОРМАЦИОННЫЙ КАНАЛ 16+ 17.00 НОВОСТИ 17.15 «ДАВАЙ ПОЖЕНИМСЯ!» 16+ 18.05 «МУЖСКОЕ/ЖЕНСКОЕ» 16+ 19.00 Т/С «ИЩЕЙКА» 12+ 20.00 «БОЛЬШАЯ ИГРА» 16+ 21.00 «ВРЕМЯ» 21.45 Т/С «СТАРУШКИ В БЕГАХ. КРЫМСКИЕ КАНИКУЛЫ» 12+ 23.45 «БОЛЬШАЯ ИГРА» 16+ 01.00 ПОДКАСТ.ЛАБ 16+ xyxy=(67,281,244,698)
column-divider xyxy=(627,238,628,1183)
channel-column xyxy=(439,1238,628,2079)
channel-column xyxy=(1382,238,1572,1079)
russiak-logo: РОССИЯ К xyxy=(632,248,813,275)
tvc-logo: ТВЦ xyxy=(820,248,1001,275)
day-header-thursday xyxy=(61,1190,1571,1229)
program-list: 4.45 Т/С «МОРСКИЕ ДЬЯВОЛЫ» 16+ 6.30 «УТРО. САМОЕ ЛУЧШЕЕ» 16+ 8.00 «СЕГОДНЯ» 8.25 Т/С «МОРСКИЕ ДЬЯВОЛЫ» 16+ 10.00 «СЕГОДНЯ» 10.35 Т/С «МОРСКИЕ ДЬЯВОЛЫ» 16+ 13.00 «СЕГОДНЯ» 13.25 «ЧРЕЗВЫЧАЙНОЕ ПРОИСШЕСТВИЕ» 14.00 Т/С «ЗИМОРОДОК» 16+ 16.00 «СЕГОДНЯ» 16.45 «ДНК» 16+ 19.00 «СЕГОДНЯ» 20.00 Т/С «ТВЕРСКАЯ» 16+ 23.20 «СЕГОДНЯ» 23.45 Т/С «ЛИХАЧ» 16+ 01.55 Т/С «ОДИНОКИЙ ВОЛК» 16+ xyxy=(444,281,614,648)
day-schedule-thursday xyxy=(61,1238,1571,2241)
channel-column xyxy=(251,1238,440,2095)
tvc-logo: ТВЦ xyxy=(820,1248,1001,1275)
channel-column xyxy=(628,238,817,1012)
match-logo: МАТЧ! xyxy=(1197,1248,1379,1275)
column-divider xyxy=(1381,238,1382,1183)
otv-logo: ОТВ xyxy=(1386,1248,1568,1275)
pyatnitsa-logo: Пятница! xyxy=(254,760,436,787)
channel5-logo: 5 Пятый xyxy=(1386,710,1568,737)
column-divider xyxy=(1192,238,1193,1183)
page-number: 4 xyxy=(90,58,142,160)
channel-column xyxy=(1005,238,1194,1146)
program-list: 4.00 Т/С «ШАПОВАЛОВ» 16+ 5.00 «УТРО РОССИИ» 9.00 ВЕСТИ 9.30 МЕСТНОЕ ВРЕМЯ 9.55 «О САМОМ ГЛАВНОМ». ТОК-ШОУ 12+ 11.00 ВЕСТИ 11.30 ВЕСТИ. МЕСТНОЕ ВРЕМЯ 12.00 «60 МИНУТ». ТОК-ШОУ 12+ 14.00 ВЕСТИ 14.30 Т/С «ТАЙНЫ СЛЕДСТВИЯ» 16+ 16.30 ВЕСТИ 17.00 «ПРЯМОЙ ЭФИР» 16+ 18.00 «60 МИНУТ». ТОК-ШОУ 12+ 20.00 ВЕСТИ 21.10 ВЕСТИ. МЕСТНОЕ ВРЕМЯ 21.30 Т/С «СПАССКАЯ» 16+ 23.35 Т/С «АННА МЕДИУМ» 16+ 01.40 Т/С «ТАЙНЫ СЛЕДСТВИЯ» 16+ 03.00 ВЕСТИ 03.30 Т/С «ТАЙНЫ СЛЕДСТВИЯ» 16+ xyxy=(255,1281,431,1749)
column-divider xyxy=(815,238,816,1183)
page-header xyxy=(61,54,1571,169)
channel-one-logo: Первый xyxy=(65,248,247,275)
logo-main-text: ВЕСТИ xyxy=(225,84,400,140)
logo-top-text: Арамильские xyxy=(230,67,372,91)
program-list: 5.30 МУЛЬТФИЛЬМЫ 8.30 М/С «ЛЕДИ БАГ И СУПЕР-КОТ» 6+ 9.00 «ЛЮБОВНАЯ МАГИЯ» 16+ 9.30 «ГАДАЛКА» 16+ 15.30 «СЛЕПАЯ» 16+ 18.00 Т/С «ГЛУХАРЬ. ПРОДОЛЖЕНИЕ» 16+ 23.00 Х/Ф «НЕЧТО» 18+ 01.15 Т/С «БЕРЕГОВАЯ ОХРАНА» 16+ xyxy=(822,827,995,1009)
channel-column xyxy=(61,1238,251,2079)
program-list: 5.20 М/С «ТРИ КОТА» 8.25 Т/С «ПАПИНЫ ДОЧКИ. НОВЫЕ» 12+ 11.45 Х/Ф «МОЙ ПЕС РУНИ» 12+ 14.05 Х/Ф «БУЛЬ И БИЛЛ» 6+ 15.50 Т/С «ДЫЛДЫ» 16+ 17.55 Т/С «ГАЛЯ, У НАС ОТМЕНА!» 16+ 20.00 Х/Ф «АССАСИН. БИТВА МИРОВ» 16+ 22.40 Х/Ф «БИТВЫ МОНСТРОВ» 16+ 00.35 Х/Ф «БЕЛОКУРАЯ НЕВЕСТА ИЗ ЛУННОГО КОРОЛЕВСТВА» 16+ 02.20 Х/Ф «ПРИЗРАКИ» 16+ xyxy=(67,743,229,1026)
newspaper-logo xyxy=(182,65,403,161)
